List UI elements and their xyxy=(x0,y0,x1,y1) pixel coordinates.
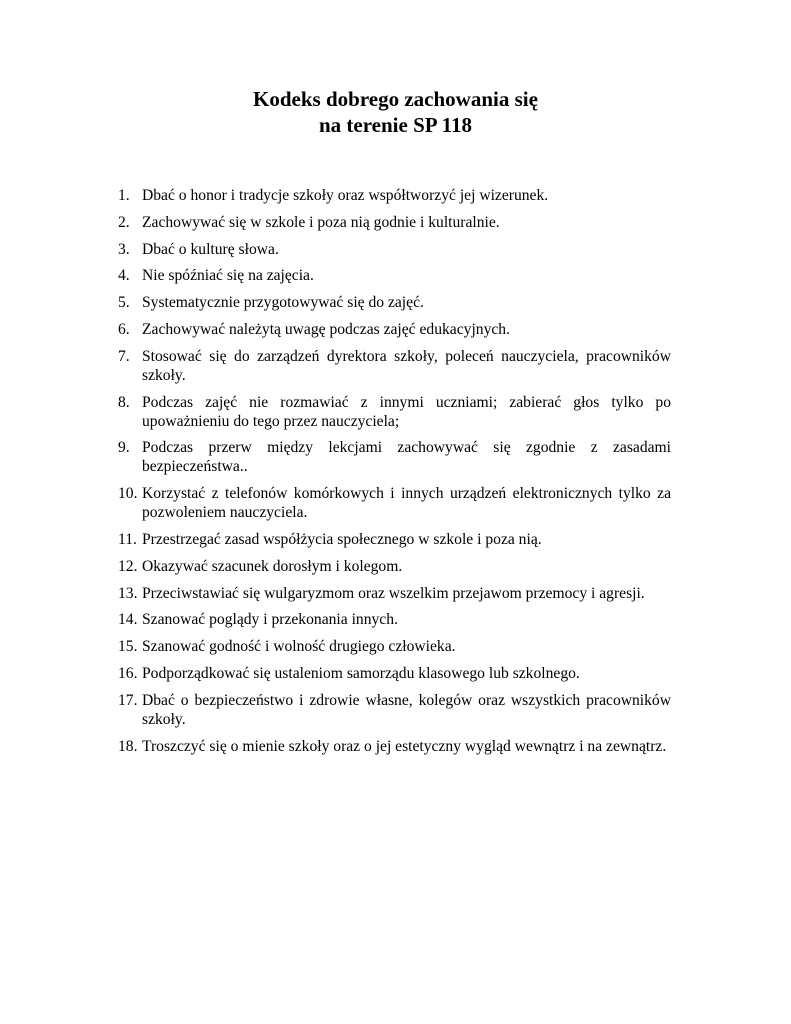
rule-number: 12. xyxy=(118,557,138,575)
rule-number: 16. xyxy=(118,664,138,682)
rule-item xyxy=(118,484,671,522)
rule-item xyxy=(118,347,671,385)
rule-number: 3. xyxy=(118,240,130,258)
rule-number: 18. xyxy=(118,737,138,755)
rule-number: 6. xyxy=(118,320,130,338)
rule-item xyxy=(118,393,671,431)
title-line-2: na terenie SP 118 xyxy=(318,113,473,137)
rule-text: Podporządkować się ustaleniom samorządu klasowego lub szkolnego. xyxy=(142,664,580,682)
rule-text: Szanować godność i wolność drugiego człowieka. xyxy=(142,638,456,656)
rule-item xyxy=(118,610,671,629)
rule-number: 5. xyxy=(118,294,130,312)
rule-number: 8. xyxy=(118,393,130,411)
rule-item xyxy=(118,240,671,259)
rule-item xyxy=(118,637,671,656)
rule-text: Stosować się do zarządzeń dyrektora szkoły, poleceń nauczyciela, pracowników szkoły. xyxy=(142,347,671,384)
rule-item xyxy=(118,320,671,339)
document-title xyxy=(0,86,791,138)
rule-item xyxy=(118,438,671,476)
rule-item xyxy=(118,664,671,683)
rule-text: Systematycznie przygotowywać się do zajęć. xyxy=(142,294,424,312)
rule-text: Dbać o kulturę słowa. xyxy=(142,240,279,258)
rule-item xyxy=(118,737,671,756)
rule-item xyxy=(118,213,671,232)
rule-number: 4. xyxy=(118,267,130,285)
rule-text: Podczas przerw między lekcjami zachowywać się zgodnie z zasadami bezpieczeństwa.. xyxy=(142,439,671,476)
rule-number: 1. xyxy=(118,187,130,204)
rule-text: Dbać o honor i tradycje szkoły oraz współtworzyć jej wizerunek. xyxy=(142,187,549,204)
title-line-1: Kodeks dobrego zachowania się xyxy=(253,87,538,111)
rule-number: 2. xyxy=(118,213,130,231)
rule-text: Dbać o bezpieczeństwo i zdrowie własne, kolegów oraz wszystkich pracowników szkoły. xyxy=(142,691,671,728)
rule-number: 11. xyxy=(118,530,137,548)
rules-list xyxy=(118,186,671,763)
rule-number: 14. xyxy=(118,611,138,629)
rule-number: 13. xyxy=(118,584,138,602)
rule-text: Zachowywać należytą uwagę podczas zajęć edukacyjnych. xyxy=(142,320,510,338)
rule-item xyxy=(118,557,671,576)
rule-text: Przestrzegać zasad współżycia społecznego w szkole i poza nią. xyxy=(142,530,542,548)
rule-text: Troszczyć się o mienie szkoły oraz o jej estetyczny wygląd wewnątrz i na zewnątrz. xyxy=(142,737,667,755)
rule-text: Szanować poglądy i przekonania innych. xyxy=(142,611,398,629)
rule-number: 17. xyxy=(118,691,138,709)
rule-item xyxy=(118,266,671,285)
rule-number: 7. xyxy=(118,347,130,365)
rule-item xyxy=(118,186,671,205)
rule-item xyxy=(118,584,671,603)
rule-item xyxy=(118,691,671,729)
rule-number: 9. xyxy=(118,439,130,457)
rule-number: 15. xyxy=(118,638,138,656)
rule-text: Przeciwstawiać się wulgaryzmom oraz wszelkim przejawom przemocy i agresji. xyxy=(142,584,645,602)
rule-text: Nie spóźniać się na zajęcia. xyxy=(142,267,314,285)
rule-text: Zachowywać się w szkole i poza nią godnie i kulturalnie. xyxy=(142,213,500,231)
rule-number: 10. xyxy=(118,485,138,503)
rule-item xyxy=(118,530,671,549)
rule-text: Korzystać z telefonów komórkowych i innych urządzeń elektronicznych tylko za pozwoleniem nauczyciela. xyxy=(142,485,671,522)
rule-text: Podczas zajęć nie rozmawiać z innymi uczniami; zabierać głos tylko po upoważnieniu do tego przez nauczyciela; xyxy=(142,393,671,430)
rule-text: Okazywać szacunek dorosłym i kolegom. xyxy=(142,557,403,575)
rule-item xyxy=(118,293,671,312)
